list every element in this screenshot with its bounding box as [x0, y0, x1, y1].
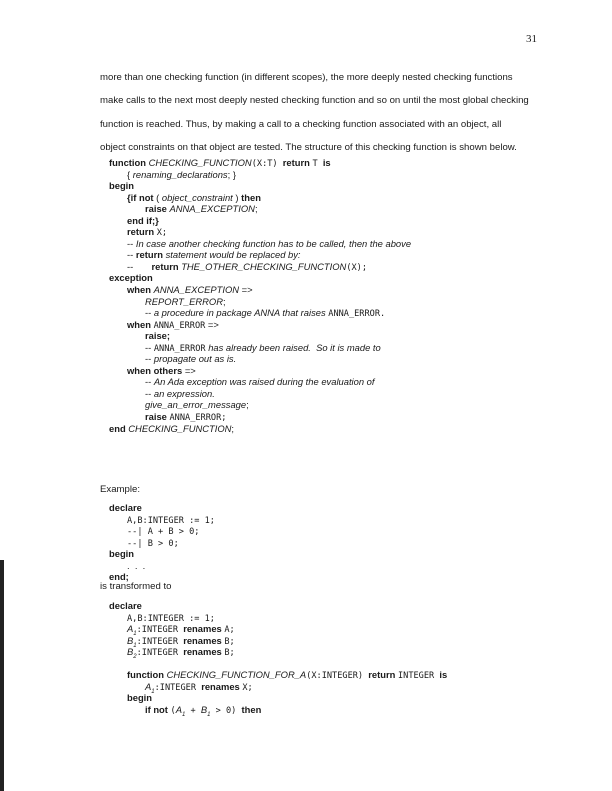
code-line — [109, 342, 411, 354]
code-token: B — [127, 634, 134, 646]
code-token: propagate out as is. — [153, 353, 237, 365]
code-token: an expression. — [153, 387, 215, 399]
code-token: B — [127, 646, 134, 658]
code-token: ; — [246, 399, 249, 411]
code-token: A; — [224, 625, 235, 636]
code-token: => — [205, 318, 219, 330]
code-token: {if not — [127, 191, 157, 203]
code-token: An Ada exception was raised during the evaluation of — [153, 376, 375, 388]
code-token: --| A + B > 0; — [127, 527, 200, 538]
code-token: A — [145, 680, 152, 692]
code-token: --| B > 0; — [127, 538, 179, 549]
code-line — [109, 560, 215, 572]
code-token: is — [322, 157, 331, 168]
code-token: ANNA_ERROR — [153, 320, 206, 331]
code-line — [109, 169, 411, 181]
code-token: function — [127, 669, 167, 681]
code-token: return — [127, 226, 157, 238]
code-token: -- — [145, 387, 154, 399]
code-token: A — [127, 623, 134, 635]
paragraph-line: make calls to the next most deeply nested checking function and so on until the most global checking — [100, 95, 529, 107]
code-token: return — [282, 157, 313, 168]
code-token: ; — [254, 203, 258, 215]
code-token: A — [175, 703, 182, 715]
code-token: ANNA_ERROR. — [328, 309, 386, 320]
code-token: when — [127, 318, 154, 330]
code-line — [109, 180, 411, 192]
code-token: raise — [145, 203, 170, 215]
body-paragraph — [100, 66, 550, 160]
code-line — [109, 623, 447, 638]
example-code — [109, 502, 215, 583]
code-token: object_constraint — [161, 191, 233, 203]
code-token: function — [109, 157, 149, 168]
code-line — [109, 525, 215, 537]
code-token: renames — [183, 646, 225, 658]
code-line — [109, 399, 411, 411]
code-line — [109, 226, 411, 238]
code-token: X; — [242, 682, 253, 693]
code-line — [109, 272, 411, 284]
code-token: statement would be replaced by: — [165, 249, 301, 261]
code-token: if not — [145, 703, 171, 715]
code-line — [109, 157, 411, 169]
code-token: INTEGER — [397, 671, 440, 682]
code-line — [109, 537, 215, 549]
code-line — [109, 669, 447, 681]
code-token: return — [135, 249, 166, 261]
code-token: B — [200, 703, 208, 715]
code-token: (X); — [346, 262, 368, 273]
code-token: T — [312, 159, 323, 169]
code-token: ; — [231, 422, 235, 434]
code-line — [109, 365, 411, 377]
code-token: CHECKING_FUNCTION — [128, 422, 232, 434]
code-line — [109, 319, 411, 331]
code-token: (X:INTEGER) — [306, 671, 369, 682]
code-token: => — [184, 364, 196, 376]
example-label: Example: — [100, 484, 140, 495]
transformed-label: is transformed to — [100, 581, 172, 592]
code-token: -- — [145, 341, 154, 353]
scan-edge-mark — [0, 560, 4, 791]
code-token: 1 — [151, 688, 155, 695]
code-token: ; — [222, 295, 226, 307]
code-token: A,B:INTEGER := 1; — [127, 613, 215, 624]
code-line — [109, 548, 215, 560]
code-token: -- — [145, 307, 154, 319]
code-token: begin — [127, 692, 152, 704]
code-line — [109, 514, 215, 526]
code-token: return — [368, 669, 398, 681]
code-token: 1 — [207, 711, 211, 718]
paragraph-line: object constraints on that object are tested. The structure of this checking function is shown below. — [100, 142, 517, 154]
code-token: REPORT_ERROR — [145, 295, 223, 307]
code-token: end; — [109, 571, 129, 583]
code-token: 1 — [181, 711, 186, 718]
code-token: :INTEGER — [136, 636, 184, 647]
code-token: => — [239, 284, 253, 296]
code-token: -- — [145, 376, 154, 388]
code-token: (X:T) — [251, 159, 283, 169]
code-token: raise — [145, 411, 170, 423]
code-token: has already been raised. So it is made to — [205, 341, 381, 353]
code-token: 2 — [133, 654, 137, 661]
code-token: CHECKING_FUNCTION — [148, 157, 252, 168]
code-token: give_an_error_message — [145, 399, 247, 411]
code-line — [109, 411, 411, 423]
code-token: raise; — [145, 330, 171, 342]
code-line — [109, 307, 411, 319]
code-token: then — [241, 191, 261, 203]
code-line — [109, 238, 411, 250]
code-token: ANNA_EXCEPTION — [153, 284, 240, 296]
code-line — [109, 658, 447, 670]
code-token: end — [109, 422, 129, 434]
code-token: X; — [156, 228, 168, 239]
code-token: A,B:INTEGER := 1; — [127, 515, 215, 526]
code-token: -- — [127, 260, 152, 272]
code-line — [109, 261, 411, 273]
code-token: declare — [109, 600, 142, 611]
code-line — [109, 600, 447, 612]
code-line — [109, 203, 411, 215]
code-token: when others — [127, 364, 185, 376]
code-token: ( — [170, 705, 176, 716]
code-token: :INTEGER — [136, 625, 184, 636]
code-token: renaming_declarations — [132, 168, 228, 180]
code-token: > 0) — [210, 705, 242, 716]
code-line — [109, 249, 411, 261]
code-token: + — [185, 705, 201, 716]
code-token: ( — [156, 191, 162, 203]
code-token: exception — [109, 272, 153, 284]
code-token: renames — [183, 634, 225, 646]
code-token: begin — [109, 548, 134, 560]
code-line — [109, 284, 411, 296]
code-token: is — [439, 669, 448, 681]
paragraph-line: more than one checking function (in different scopes), the more deeply nested checking functions — [100, 72, 513, 83]
paragraph-line: function is reached. Thus, by making a call to a checking function associated with an object, all — [100, 118, 502, 130]
code-token: :INTEGER — [154, 682, 202, 693]
code-line — [109, 646, 447, 661]
code-line — [109, 353, 411, 365]
code-token: . . . — [127, 559, 146, 571]
code-token: ; } — [227, 168, 236, 180]
code-token: renames — [183, 623, 225, 635]
code-token: { — [127, 168, 133, 180]
code-token: -- — [127, 237, 136, 249]
code-line — [109, 502, 215, 514]
code-token: end if;} — [127, 214, 159, 226]
checking-function-code — [109, 157, 411, 434]
code-token: return — [151, 260, 182, 272]
code-token: -- — [127, 249, 136, 261]
code-line — [109, 376, 411, 388]
transformed-code — [109, 600, 448, 718]
code-token: when — [127, 284, 154, 296]
code-line — [109, 704, 447, 716]
code-line — [109, 612, 447, 624]
code-token: :INTEGER — [136, 648, 184, 659]
code-token: ANNA_ERROR — [153, 343, 206, 354]
code-token: B; — [224, 648, 235, 659]
code-token: THE_OTHER_CHECKING_FUNCTION — [181, 260, 347, 272]
code-token: 1 — [133, 631, 137, 638]
code-token: ) — [232, 191, 242, 203]
code-line — [109, 296, 411, 308]
code-token: a procedure in package ANNA that raises — [153, 307, 329, 319]
code-token: -- — [145, 353, 154, 365]
code-line — [109, 388, 411, 400]
code-line — [109, 681, 447, 693]
code-line — [109, 192, 411, 204]
code-token: 1 — [133, 642, 137, 649]
code-line — [109, 423, 411, 435]
code-token: then — [241, 703, 262, 715]
code-token: begin — [109, 180, 134, 192]
code-line — [109, 330, 411, 342]
code-token: ANNA_EXCEPTION — [169, 203, 255, 215]
code-line — [109, 215, 411, 227]
code-token: In case another checking function has to be called, then the above — [135, 237, 412, 249]
code-token: renames — [201, 680, 243, 692]
code-line — [109, 692, 447, 704]
code-line — [109, 635, 447, 647]
code-token: CHECKING_FUNCTION_FOR_A — [166, 669, 307, 681]
code-token: declare — [109, 502, 142, 513]
code-token: ANNA_ERROR; — [169, 413, 227, 424]
page-number: 31 — [526, 33, 537, 45]
code-token: B; — [224, 636, 235, 647]
